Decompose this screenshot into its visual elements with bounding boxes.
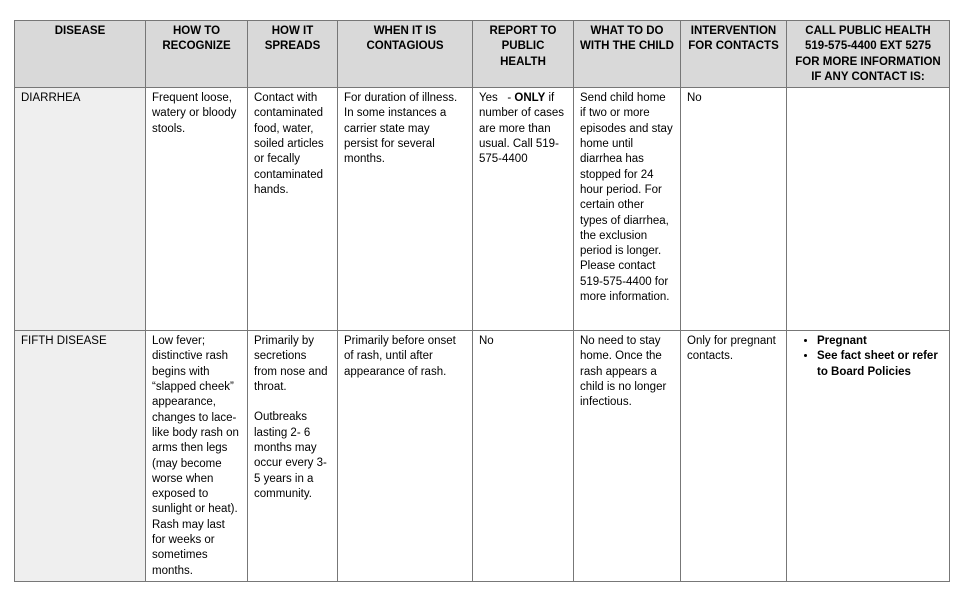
how-to-recognize-cell: Frequent loose, watery or bloody stools. — [146, 88, 248, 331]
when-contagious-cell: For duration of illness. In some instances a carrier state may persist for several months. — [338, 88, 473, 331]
header-report-to-public-health: REPORT TO PUBLIC HEALTH — [473, 21, 574, 88]
report-prefix: Yes - — [479, 92, 515, 105]
call-public-health-cell — [787, 88, 950, 331]
list-item: • Pregnant — [817, 334, 943, 349]
disease-name: DIARRHEA — [15, 88, 146, 331]
spreads-paragraph-2: Outbreaks lasting 2- 6 months may occur every 3-5 years in a community. — [254, 411, 327, 500]
header-what-to-do: WHAT TO DO WITH THE CHILD — [574, 21, 681, 88]
intervention-cell: No — [681, 88, 787, 331]
how-it-spreads-cell — [248, 331, 338, 582]
what-to-do-cell: No need to stay home. Once the rash appears a child is no longer infectious. — [574, 331, 681, 582]
report-cell: No — [473, 331, 574, 582]
header-when-contagious: WHEN IT IS CONTAGIOUS — [338, 21, 473, 88]
header-call-public-health: CALL PUBLIC HEALTH 519-575-4400 EXT 5275 FOR MORE INFORMATION IF ANY CONTACT IS: — [787, 21, 950, 88]
table-row — [15, 331, 950, 582]
report-cell — [473, 88, 574, 331]
header-row — [15, 21, 950, 88]
call-public-health-cell — [787, 331, 950, 582]
list-item: • See fact sheet or refer to Board Policies — [817, 349, 943, 380]
header-how-it-spreads: HOW IT SPREADS — [248, 21, 338, 88]
intervention-cell: Only for pregnant contacts. — [681, 331, 787, 582]
header-intervention: INTERVENTION FOR CONTACTS — [681, 21, 787, 88]
disease-table — [14, 20, 950, 582]
how-it-spreads-cell: Contact with contaminated food, water, soiled articles or fecally contaminated hands. — [248, 88, 338, 331]
header-disease: DISEASE — [15, 21, 146, 88]
how-to-recognize-cell: Low fever; distinctive rash begins with “slapped cheek” appearance, changes to lace-like body rash on arms then legs (may become worse when exposed to sunlight or heat). Rash may last for weeks or sometimes months. — [146, 331, 248, 582]
spreads-paragraph-1: Primarily by secretions from nose and throat. — [254, 335, 328, 394]
table-row — [15, 88, 950, 331]
header-how-to-recognize: HOW TO RECOGNIZE — [146, 21, 248, 88]
what-to-do-cell: Send child home if two or more episodes and stay home until diarrhea has stopped for 24 hour period. For certain other types of diarrhea, the exclusion period is longer. Please contact 519-575-4400 for more information. — [574, 88, 681, 331]
contact-list — [793, 334, 943, 380]
report-emphasis: ONLY — [514, 92, 546, 105]
report-detail: if number of cases are more than usual. Call 519-575-4400 — [479, 92, 565, 166]
disease-name: FIFTH DISEASE — [15, 331, 146, 582]
when-contagious-cell: Primarily before onset of rash, until after appearance of rash. — [338, 331, 473, 582]
